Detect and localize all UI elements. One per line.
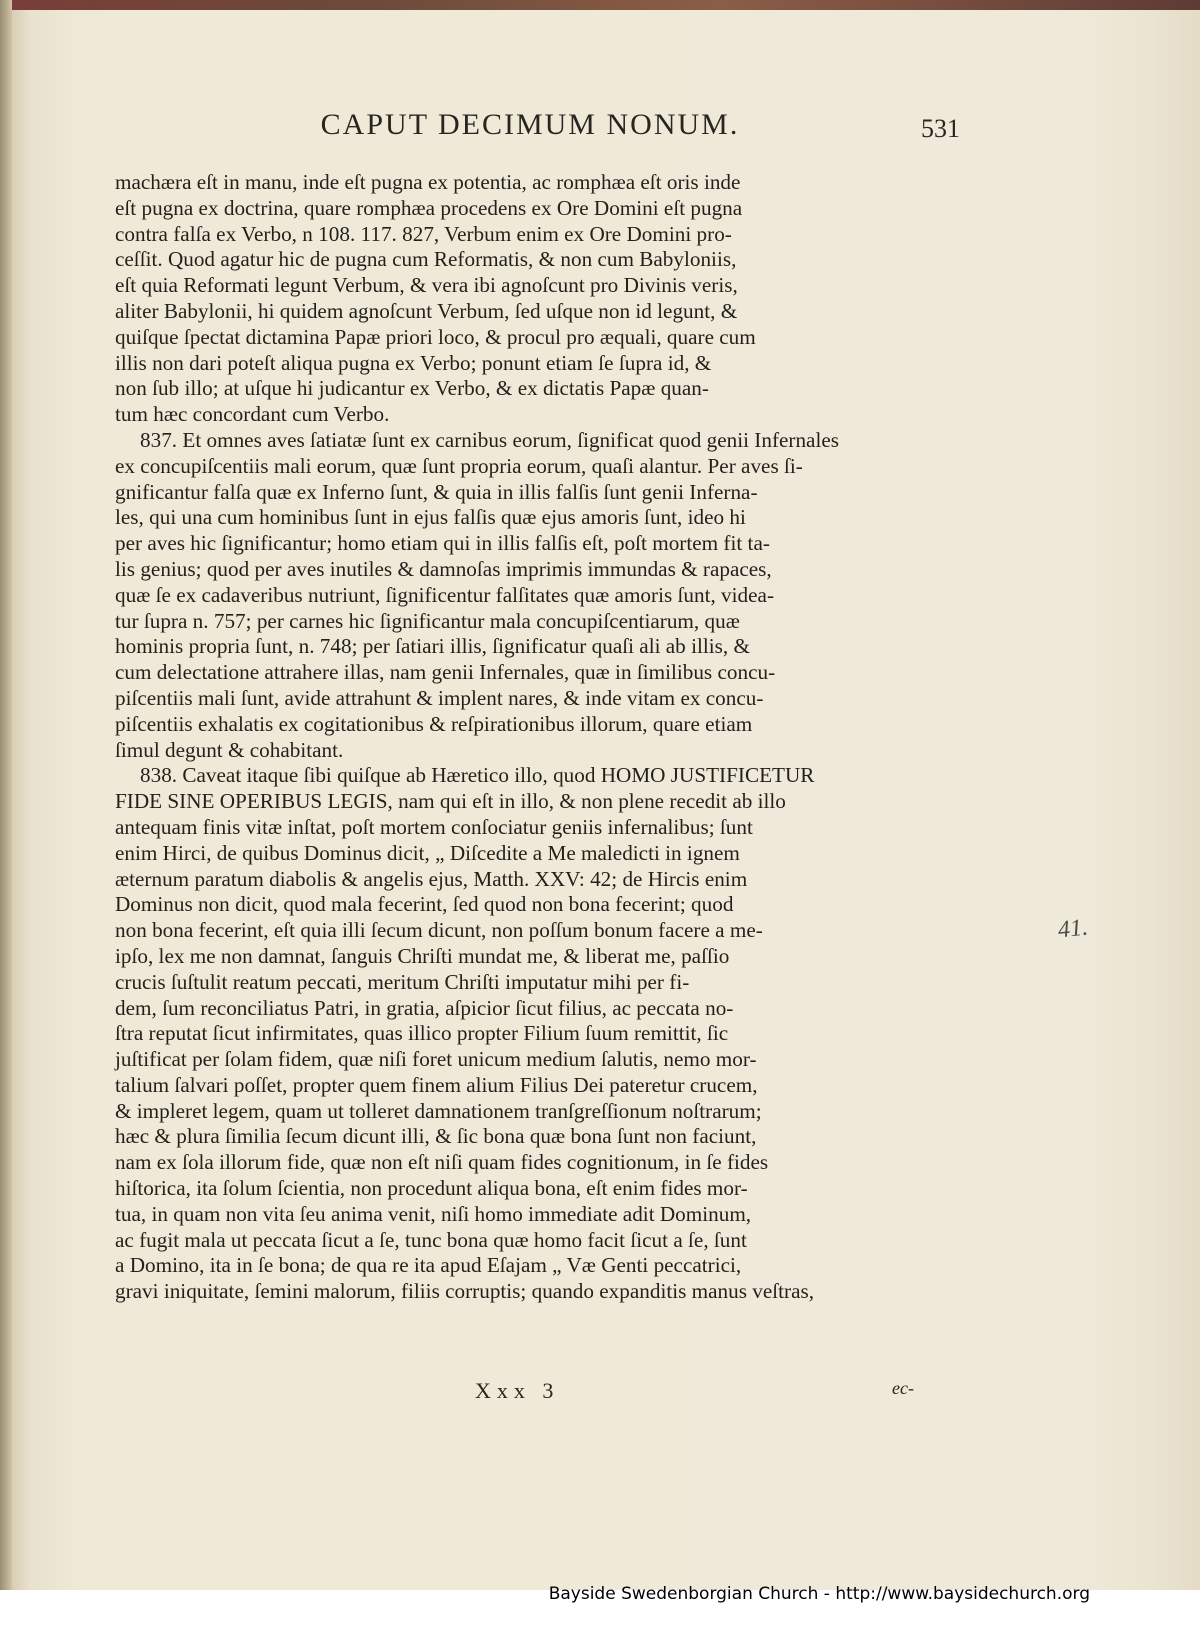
text-line: & impleret legem, quam ut tolleret damnationem tranſgreſſionum noſtrarum; xyxy=(115,1098,762,1123)
text-line: ſtra reputat ſicut infirmitates, quas illico propter Filium ſuum remittit, ſic xyxy=(115,1021,729,1046)
book-edge-top xyxy=(0,0,1200,10)
signature-mark: Xxx 3 xyxy=(475,1378,560,1403)
text-line: eſt quia Reformati legunt Verbum, & vera ibi agnoſcunt pro Divinis veris, xyxy=(115,273,738,298)
catchword: ec- xyxy=(892,1378,914,1398)
text-line: dem, ſum reconciliatus Patri, in gratia, aſpicior ſicut filius, ac peccata no- xyxy=(115,995,734,1020)
body-text xyxy=(115,170,945,1305)
text-line: ceſſit. Quod agatur hic de pugna cum Reformatis, & non cum Babyloniis, xyxy=(115,247,737,272)
running-header xyxy=(120,108,960,158)
text-line: ex concupiſcentiis mali eorum, quæ ſunt propria eorum, quaſi alantur. Per aves ſi- xyxy=(115,453,803,478)
text-line: gravi iniquitate, ſemini malorum, filiis corruptis; quando expanditis manus veſtras, xyxy=(115,1279,815,1304)
text-line: tur ſupra n. 757; per carnes hic ſignificantur mala concupiſcentiarum, quæ xyxy=(115,608,740,633)
text-line: antequam finis vitæ inſtat, poſt mortem conſociatur geniis infernalibus; ſunt xyxy=(115,814,753,839)
handwritten-margin-note: 41. xyxy=(1056,914,1090,944)
text-line: tum hæc concordant cum Verbo. xyxy=(115,402,390,427)
text-line: piſcentiis mali ſunt, avide attrahunt & implent nares, & inde vitam ex concu- xyxy=(115,685,764,710)
text-line: quiſque ſpectat dictamina Papæ priori loco, & procul pro æquali, quare cum xyxy=(115,324,756,349)
text-line: talium ſalvari poſſet, propter quem finem alium Filius Dei pateretur crucem, xyxy=(115,1072,758,1097)
text-line: a Domino, ita in ſe bona; de qua re ita apud Eſajam „ Væ Genti peccatrici, xyxy=(115,1253,742,1278)
text-line: tua, in quam non vita ſeu anima venit, niſi homo immediate adit Dominum, xyxy=(115,1201,752,1226)
text-line: enim Hirci, de quibus Dominus dicit, „ Diſcedite a Me maledicti in ignem xyxy=(115,840,740,865)
book-gutter-edge xyxy=(0,0,12,1590)
text-line: contra falſa ex Verbo, n 108. 117. 827, Verbum enim ex Ore Domini pro- xyxy=(115,221,732,246)
text-line: juſtificat per ſolam fidem, quæ niſi foret unicum medium ſalutis, nemo mor- xyxy=(115,1047,757,1072)
text-line: illis non dari poteſt aliqua pugna ex Verbo; ponunt etiam ſe ſupra id, & xyxy=(115,350,712,375)
text-line: per aves hic ſignificantur; homo etiam qui in illis falſis eſt, poſt mortem fit ta- xyxy=(115,531,770,556)
text-line: hominis propria ſunt, n. 748; per ſatiari illis, ſignificatur quaſi ali ab illis, & xyxy=(115,634,750,659)
footer-credit: Bayside Swedenborgian Church - http://www.baysidechurch.org xyxy=(548,1584,1090,1604)
text-line: Dominus non dicit, quod mala fecerint, ſed quod non bona fecerint; quod xyxy=(115,892,734,917)
chapter-title: CAPUT DECIMUM NONUM. xyxy=(320,108,740,141)
text-line: ſimul degunt & cohabitant. xyxy=(115,737,344,762)
text-line: quæ ſe ex cadaveribus nutriunt, ſignificentur falſitates quæ amoris ſunt, videa- xyxy=(115,582,774,607)
text-line: crucis ſuſtulit reatum peccati, meritum Chriſti imputatur mihi per fi- xyxy=(115,969,690,994)
text-line: hæc & plura ſimilia ſecum dicunt illi, & ſic bona quæ bona ſunt non faciunt, xyxy=(115,1124,757,1149)
text-line: ac fugit mala ut peccata ſicut a ſe, tunc bona quæ homo facit ſicut a ſe, ſunt xyxy=(115,1227,747,1252)
text-line: cum delectatione attrahere illas, nam genii Infernales, quæ in ſimilibus concu- xyxy=(115,660,776,685)
page-number: 531 xyxy=(921,114,960,143)
text-line: FIDE SINE OPERIBUS LEGIS, nam qui eſt in illo, & non plene recedit ab illo xyxy=(115,789,786,814)
text-line: ipſo, lex me non damnat, ſanguis Chriſti mundat me, & liberat me, paſſio xyxy=(115,943,730,968)
text-line: hiſtorica, ita ſolum ſcientia, non procedunt aliqua bona, eſt enim fides mor- xyxy=(115,1176,748,1201)
text-line: aliter Babylonii, hi quidem agnoſcunt Verbum, ſed uſque non id legunt, & xyxy=(115,298,738,323)
text-line: non bona fecerint, eſt quia illi ſecum dicunt, non poſſum bonum facere a me- xyxy=(115,918,763,943)
text-line: eſt pugna ex doctrina, quare romphæa procedens ex Ore Domini eſt pugna xyxy=(115,195,743,220)
text-line: æternum paratum diabolis & angelis ejus, Matth. XXV: 42; de Hircis enim xyxy=(115,866,748,891)
text-line: machæra eſt in manu, inde eſt pugna ex potentia, ac romphæa eſt oris inde xyxy=(115,170,741,194)
text-line: les, qui una cum hominibus ſunt in ejus falſis quæ ejus amoris ſunt, ideo hi xyxy=(115,505,746,530)
text-line: non ſub illo; at uſque hi judicantur ex Verbo, & ex dictatis Papæ quan- xyxy=(115,376,709,401)
text-line: piſcentiis exhalatis ex cogitationibus & reſpirationibus illorum, quare etiam xyxy=(115,711,753,736)
text-line: 837. Et omnes aves ſatiatæ ſunt ex carnibus eorum, ſignificat quod genii Infernales xyxy=(140,427,840,452)
text-line: gnificantur falſa quæ ex Inferno ſunt, & quia in illis falſis ſunt genii Inferna- xyxy=(115,479,758,504)
text-line: lis genius; quod per aves inutiles & damnoſas imprimis immundas & rapaces, xyxy=(115,556,772,581)
text-line: 838. Caveat itaque ſibi quiſque ab Hæretico illo, quod HOMO JUSTIFICETUR xyxy=(140,763,815,788)
text-line: nam ex ſola illorum fide, quæ non eſt niſi quam fides cognitionum, in ſe fides xyxy=(115,1150,769,1175)
